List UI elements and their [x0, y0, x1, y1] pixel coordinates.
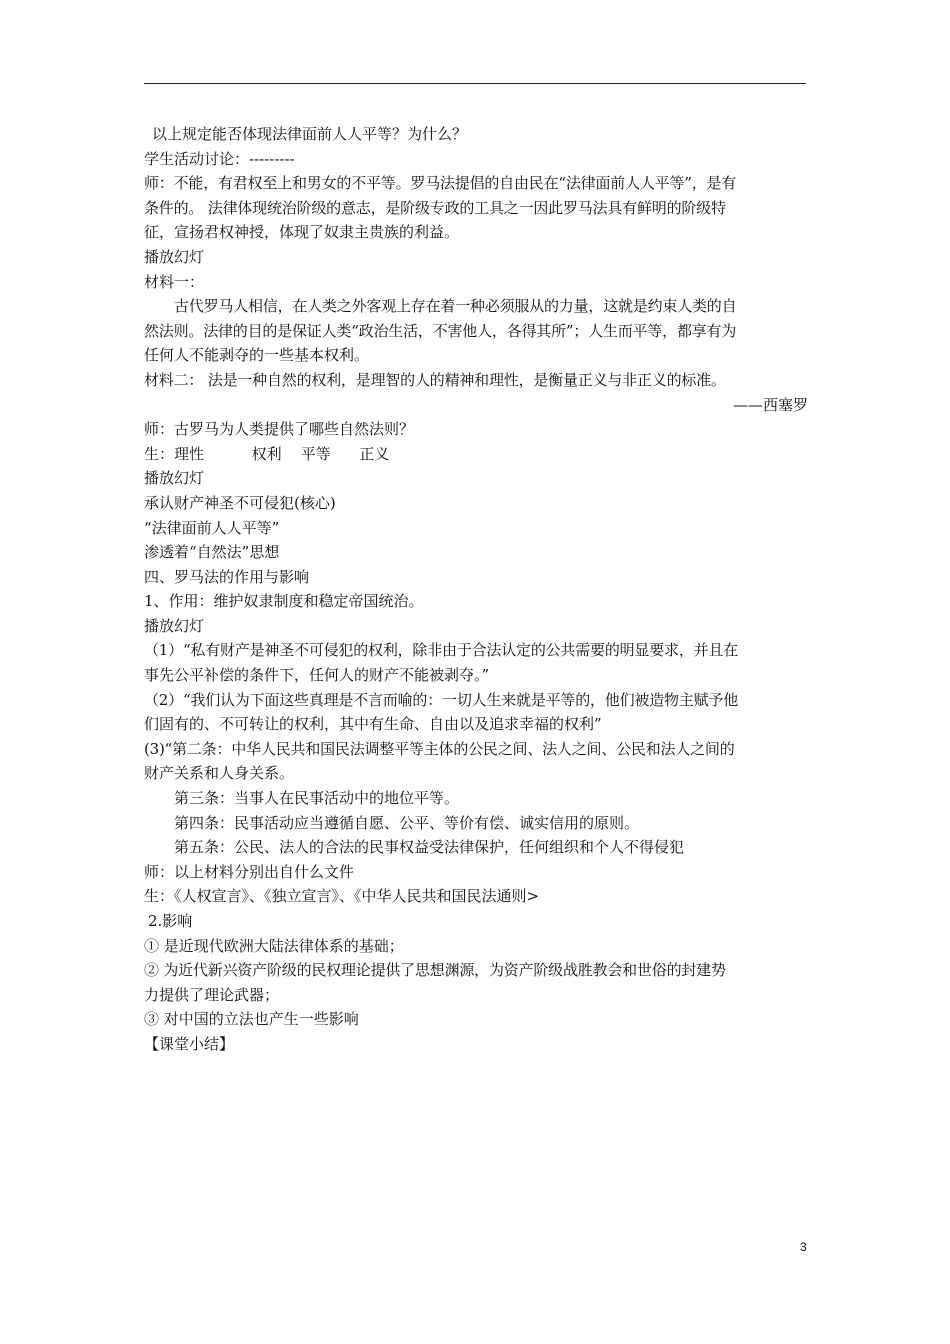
- text-line: 播放幻灯: [144, 469, 205, 488]
- list-item: ② 为近代新兴资产阶级的民权理论提供了思想渊源，为资产阶级战胜教会和世俗的封建势: [144, 961, 726, 980]
- text-line: 学生活动讨论：---------: [144, 149, 295, 168]
- text-line: （1）“私有财产是神圣不可侵犯的权利，除非由于合法认定的公共需要的明显要求，并且在: [144, 641, 739, 660]
- text-line: 们固有的、不可转让的权利，其中有生命、自由以及追求幸福的权利”: [144, 715, 602, 734]
- text-line: 以上规定能否体现法律面前人人平等？为什么？: [152, 125, 468, 143]
- document-body: [144, 122, 808, 1057]
- text-line: 师：以上材料分别出自什么文件: [144, 862, 355, 881]
- text-line: “法律面前人人平等”: [144, 518, 280, 537]
- text-line: 师：不能，有君权至上和男女的不平等。罗马法提倡的自由民在“法律面前人人平等”，是有: [144, 174, 737, 193]
- text-line: 材料二： 法是一种自然的权利，是理智的人的精神和理性，是衡量正义与非正义的标准。: [144, 370, 726, 389]
- list-item: ① 是近现代欧洲大陆法律体系的基础；: [144, 936, 404, 955]
- header-rule: [144, 83, 806, 84]
- text-line: 播放幻灯: [144, 247, 205, 266]
- text-line: 播放幻灯: [144, 616, 205, 635]
- section-heading: 四、罗马法的作用与影响: [144, 567, 310, 586]
- text-line: 承认财产神圣不可侵犯(核心): [144, 493, 336, 512]
- text-line: 第五条：公民、法人的合法的民事权益受法律保护，任何组织和个人不得侵犯: [174, 838, 685, 857]
- text-line: 征，宣扬君权神授，体现了奴隶主贵族的利益。: [144, 223, 460, 242]
- text-line: 然法则。法律的目的是保证人类“政治生活，不害他人，各得其所”；人生而平等，都享有为: [144, 321, 737, 340]
- text-line: 师：古罗马为人类提供了哪些自然法则？: [144, 420, 415, 439]
- text-line: 任何人不能剥夺的一些基本权利。: [144, 346, 370, 365]
- section-heading: 2.影响: [148, 912, 193, 930]
- text-line: 事先公平补偿的条件下，任何人的财产不能被剥夺。”: [144, 666, 490, 685]
- page-number: 3: [800, 1240, 807, 1254]
- text-line: 古代罗马人相信，在人类之外客观上存在着一种必须服从的力量，这就是约束人类的自: [174, 297, 737, 316]
- text-line: 第三条：当事人在民事活动中的地位平等。: [174, 789, 460, 808]
- list-item: ③ 对中国的立法也产生一些影响: [144, 1010, 359, 1029]
- text-line: (3)“第二条：中华人民共和国民法调整平等主体的公民之间、法人之间、公民和法人之间的: [144, 739, 735, 758]
- text-line: 第四条：民事活动应当遵循自愿、公平、等价有偿、诚实信用的原则。: [174, 813, 640, 832]
- text-line: 生：《人权宣言》、《独立宣言》、《中华人民共和国民法通则>: [144, 887, 540, 906]
- text-line: 财产关系和人身关系。: [144, 764, 295, 783]
- text-line: 力提供了理论武器；: [144, 985, 280, 1004]
- text-line: （2）“我们认为下面这些真理是不言而喻的：一切人生来就是平等的，他们被造物主赋予他: [144, 690, 739, 709]
- text-line: 条件的。 法律体现统治阶级的意志，是阶级专政的工具之一因此罗马法具有鲜明的阶级特: [144, 198, 726, 217]
- text-line: 材料一：: [144, 272, 205, 291]
- attribution: ——西塞罗: [732, 395, 808, 414]
- section-heading: 【课堂小结】: [144, 1034, 235, 1053]
- text-line: 1、作用：维护奴隶制度和稳定帝国统治。: [144, 592, 424, 611]
- text-line: 渗透着“自然法”思想: [144, 543, 280, 562]
- text-line: 生：理性 权利 平等 正义: [144, 444, 390, 463]
